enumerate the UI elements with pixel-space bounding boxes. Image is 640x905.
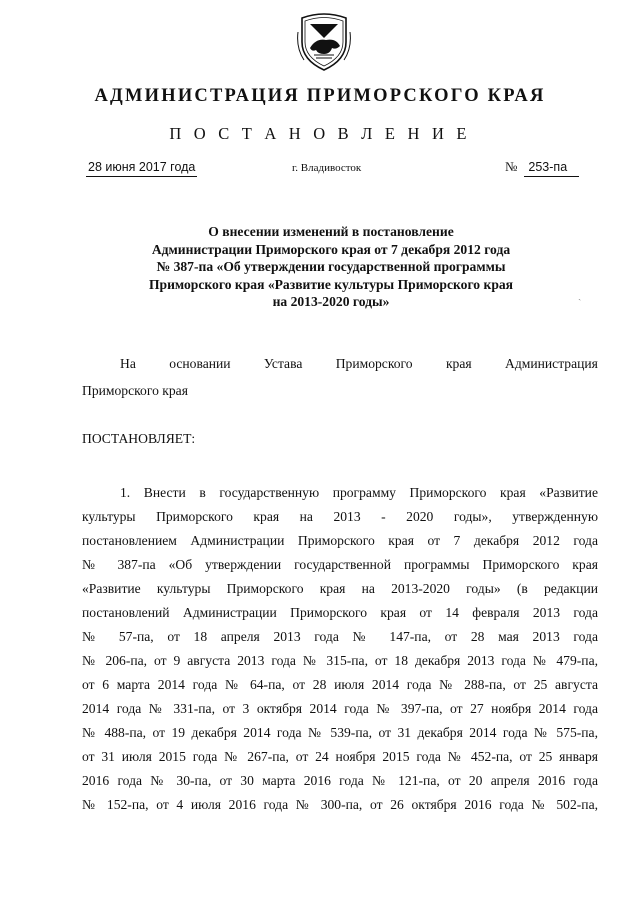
basis-word: Устава: [263, 356, 303, 371]
body-line: № 206-па, от 9 августа 2013 года № 315-па, от 18 декабря 2013 года № 479-па,: [82, 653, 598, 668]
document-kind: П О С Т А Н О В Л Е Н И Е: [169, 124, 471, 143]
body-line: № 488-па, от 19 декабря 2014 года № 539-па, от 31 декабря 2014 года № 575-па,: [82, 725, 598, 740]
subject-line: Администрации Приморского края от 7 декабря 2012 года: [151, 241, 511, 257]
body-line: постановлений Администрации Приморского края от 14 февраля 2013 года: [82, 605, 598, 620]
body-line: 1. Внести в государственную программу Приморского края «Развитие: [120, 485, 598, 500]
body-paragraph: [82, 481, 598, 817]
subject-line: на 2013-2020 годы»: [272, 294, 390, 310]
organization-title: АДМИНИСТРАЦИЯ ПРИМОРСКОГО КРАЯ: [94, 86, 546, 106]
stray-mark: ˎ: [578, 290, 582, 301]
coat-of-arms-icon: [296, 8, 352, 74]
basis-line: Приморского края: [82, 383, 188, 398]
document-city: г. Владивосток: [292, 162, 362, 174]
basis-word: Приморского: [335, 356, 413, 371]
subject-line: О внесении изменений в постановление: [208, 224, 454, 239]
body-line: 2016 года № 30-па, от 30 марта 2016 года № 121-па, от 20 апреля 2016 года: [82, 773, 598, 788]
document-date: 28 июня 2017 года: [86, 160, 197, 177]
body-line: «Развитие культуры Приморского края на 2013-2020 годы» (в редакции: [82, 581, 598, 596]
body-line: 2014 года № 331-па, от 3 октября 2014 года № 397-па, от 27 ноября 2014 года: [82, 701, 598, 716]
subject-line: № 387-па «Об утверждении государственной программы: [156, 259, 506, 275]
basis-word: основании: [169, 356, 231, 371]
body-line: от 6 марта 2014 года № 64-па, от 28 июля 2014 года № 288-па, от 25 августа: [82, 677, 598, 692]
document-subject: [100, 223, 562, 311]
body-line: № 152-па, от 4 июля 2016 года № 300-па, от 26 октября 2016 года № 502-па,: [82, 797, 598, 812]
basis-word: Администрация: [505, 356, 598, 371]
body-line: постановлением Администрации Приморского края от 7 декабря 2012 года: [82, 533, 598, 548]
body-line: культуры Приморского края на 2013 - 2020 годы», утвержденную: [82, 509, 598, 524]
number-value: 253-па: [524, 160, 579, 177]
document-number: [505, 159, 579, 177]
basis-word: края: [445, 356, 472, 371]
number-sign: №: [505, 159, 518, 174]
body-line: № 387-па «Об утверждении государственной программы Приморского края: [82, 557, 598, 572]
body-line: от 31 июля 2015 года № 267-па, от 24 ноября 2015 года № 452-па, от 25 января: [82, 749, 598, 764]
basis-word: На: [120, 356, 136, 371]
resolves-heading: ПОСТАНОВЛЯЕТ:: [82, 431, 196, 446]
basis-line: [120, 356, 598, 372]
subject-line: Приморского края «Развитие культуры Приморского края: [148, 276, 514, 292]
body-line: № 57-па, от 18 апреля 2013 года № 147-па, от 28 мая 2013 года: [82, 629, 598, 644]
